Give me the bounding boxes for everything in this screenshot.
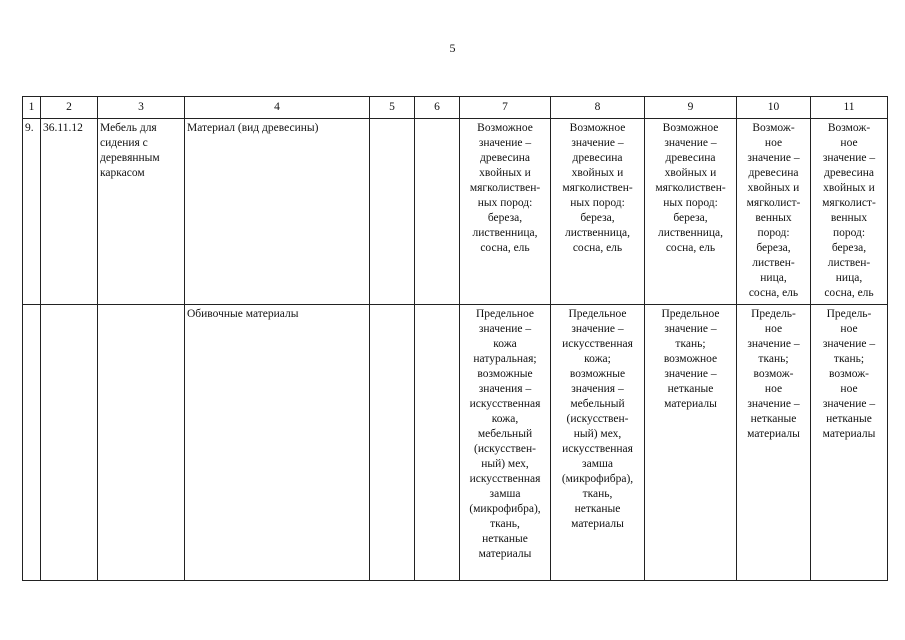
cell-text-line: береза, bbox=[580, 212, 615, 224]
cell-text-line: ткань; bbox=[833, 353, 865, 365]
cell-text-line: береза, bbox=[673, 212, 708, 224]
value-cell-7 bbox=[460, 119, 551, 305]
table-row bbox=[23, 305, 888, 581]
cell-text-line: хвойных и bbox=[479, 167, 531, 179]
cell-text-line: кожа; bbox=[584, 353, 611, 365]
value-cell-9 bbox=[645, 305, 737, 581]
value-cell-8 bbox=[551, 305, 645, 581]
cell-text-line: венных bbox=[830, 212, 868, 224]
cell-text-line: значение – bbox=[747, 338, 800, 350]
cell-text-line: ный) мех, bbox=[573, 428, 622, 440]
cell-text-line: материалы bbox=[747, 428, 800, 440]
value-cell-9 bbox=[645, 119, 737, 305]
header-cell: 7 bbox=[460, 97, 551, 119]
cell-text-line: значения – bbox=[571, 383, 624, 395]
cell-text-line: мебельный bbox=[570, 398, 625, 410]
cell-text-line: кожа bbox=[493, 338, 517, 350]
cell-text-line: древесина bbox=[748, 167, 799, 179]
cell-text-line: мягколист- bbox=[746, 197, 801, 209]
characteristic-cell: Материал (вид древесины) bbox=[185, 119, 370, 305]
header-cell: 6 bbox=[415, 97, 460, 119]
cell-text-line: Предельное bbox=[475, 308, 535, 320]
cell-text-line: береза, bbox=[831, 242, 867, 254]
value-cell-11 bbox=[811, 305, 888, 581]
table-cell bbox=[415, 305, 460, 581]
cell-text-line: Предель- bbox=[751, 308, 796, 320]
table-header-row bbox=[23, 97, 888, 119]
cell-text-line: ное bbox=[840, 137, 858, 149]
cell-text-line: ный) мех, bbox=[481, 458, 529, 470]
cell-text-line: деревянным bbox=[100, 152, 160, 164]
table-row bbox=[23, 119, 888, 305]
cell-text-line: значение – bbox=[571, 323, 624, 335]
cell-text-line: мягколиствен- bbox=[562, 182, 633, 194]
header-cell: 8 bbox=[551, 97, 645, 119]
cell-text-line: нетканые bbox=[750, 413, 797, 425]
header-cell: 10 bbox=[737, 97, 811, 119]
header-cell: 2 bbox=[41, 97, 98, 119]
cell-text-line: значение – bbox=[747, 398, 800, 410]
cell-text-line: нетканые bbox=[574, 503, 621, 515]
cell-text-line: материалы bbox=[822, 428, 876, 440]
cell-text-line: возможные bbox=[477, 368, 533, 380]
cell-text-line: значение – bbox=[664, 137, 717, 149]
cell-text-line: лиственница, bbox=[564, 227, 631, 239]
cell-text-line: Возмож- bbox=[752, 122, 795, 134]
header-cell: 4 bbox=[185, 97, 370, 119]
cell-text-line: искусственная bbox=[469, 398, 541, 410]
cell-text-line: возможные bbox=[569, 368, 626, 380]
cell-text-line: ное bbox=[764, 137, 783, 149]
cell-text-line: замша bbox=[489, 488, 521, 500]
header-cell: 11 bbox=[811, 97, 888, 119]
cell-text-line: материалы bbox=[571, 518, 624, 530]
cell-text-line: значения – bbox=[478, 383, 532, 395]
cell-text-line: значение – bbox=[822, 152, 876, 164]
cell-text-line: ткань, bbox=[582, 488, 613, 500]
cell-text-line: хвойных и bbox=[823, 182, 875, 194]
cell-text-line: ное bbox=[840, 383, 858, 395]
cell-text-line: ное bbox=[764, 323, 783, 335]
cell-text-line: древесина bbox=[665, 152, 716, 164]
cell-text-line: Предель- bbox=[826, 308, 872, 320]
cell-text-line: древесина bbox=[480, 152, 530, 164]
table-cell bbox=[415, 119, 460, 305]
product-name-cell bbox=[98, 305, 185, 581]
row-number-cell bbox=[23, 305, 41, 581]
value-cell-8 bbox=[551, 119, 645, 305]
cell-text-line: значение – bbox=[478, 323, 532, 335]
cell-text-line: мягколист- bbox=[822, 197, 876, 209]
cell-text-line: Возмож- bbox=[827, 122, 871, 134]
cell-text-line: материалы bbox=[664, 398, 717, 410]
cell-text-line: ное bbox=[840, 323, 858, 335]
cell-text-line: искусственная bbox=[562, 443, 633, 455]
cell-text-line: нетканые bbox=[667, 383, 714, 395]
cell-text-line: древесина bbox=[824, 167, 874, 179]
header-cell: 1 bbox=[23, 97, 41, 119]
cell-text-line: значение – bbox=[664, 368, 717, 380]
cell-text-line: нетканые bbox=[482, 533, 528, 545]
cell-text-line: Возможное bbox=[477, 122, 533, 134]
cell-text-line: Предельное bbox=[568, 308, 627, 320]
cell-text-line: сосна, ель bbox=[480, 242, 530, 254]
header-cell: 3 bbox=[98, 97, 185, 119]
cell-text-line: значение – bbox=[822, 338, 876, 350]
cell-text-line: (искусствен- bbox=[566, 413, 629, 425]
cell-text-line: сосна, ель bbox=[665, 242, 716, 254]
cell-text-line: искусственная bbox=[469, 473, 541, 485]
cell-text-line: мягколиствен- bbox=[469, 182, 541, 194]
cell-text-line: нетканые bbox=[826, 413, 872, 425]
cell-text-line: значение – bbox=[747, 152, 800, 164]
cell-text-line: ница, bbox=[760, 272, 787, 284]
cell-text-line: сосна, ель bbox=[824, 287, 874, 299]
value-cell-10 bbox=[737, 119, 811, 305]
cell-text-line: материалы bbox=[478, 548, 532, 560]
cell-text-line: ткань; bbox=[675, 338, 706, 350]
cell-text-line: значение – bbox=[571, 137, 624, 149]
cell-text-line: возмож- bbox=[753, 368, 794, 380]
cell-text-line: возмож- bbox=[829, 368, 869, 380]
cell-text-line: значение – bbox=[822, 398, 876, 410]
cell-text-line: Возможное bbox=[569, 122, 626, 134]
cell-text-line: листвен- bbox=[752, 257, 795, 269]
cell-text-line: ное bbox=[764, 383, 783, 395]
cell-text-line: лиственница, bbox=[657, 227, 724, 239]
cell-text-line: (искусствен- bbox=[474, 443, 536, 455]
code-cell: 36.11.12 bbox=[41, 119, 98, 305]
cell-text-line: ных пород: bbox=[477, 197, 533, 209]
row-number-cell: 9. bbox=[23, 119, 41, 305]
cell-text-line: кожа, bbox=[491, 413, 519, 425]
cell-text-line: Возможное bbox=[662, 122, 719, 134]
cell-text-line: береза, bbox=[756, 242, 791, 254]
table-cell bbox=[370, 305, 415, 581]
cell-text-line: сидения с bbox=[100, 137, 148, 149]
characteristic-cell: Обивочные материалы bbox=[185, 305, 370, 581]
page-number: 5 bbox=[449, 41, 456, 55]
cell-text-line: каркасом bbox=[100, 167, 145, 179]
cell-text-line: (микрофибра), bbox=[469, 503, 541, 515]
cell-text-line: ткань; bbox=[758, 353, 789, 365]
header-cell: 9 bbox=[645, 97, 737, 119]
cell-text-line: значение – bbox=[664, 323, 717, 335]
cell-text-line: искусственная bbox=[562, 338, 633, 350]
cell-text-line: ных пород: bbox=[663, 197, 718, 209]
cell-text-line: хвойных и bbox=[747, 182, 800, 194]
table-cell bbox=[370, 119, 415, 305]
product-name-cell bbox=[98, 119, 185, 305]
code-cell bbox=[41, 305, 98, 581]
cell-text-line: пород: bbox=[832, 227, 866, 239]
cell-text-line: лиственница, bbox=[472, 227, 538, 239]
cell-text-line: листвен- bbox=[827, 257, 871, 269]
cell-text-line: возможное bbox=[663, 353, 718, 365]
cell-text-line: береза, bbox=[487, 212, 523, 224]
cell-text-line: замша bbox=[582, 458, 613, 470]
cell-text-line: древесина bbox=[572, 152, 623, 164]
cell-text-line: хвойных и bbox=[664, 167, 717, 179]
cell-text-line: значение – bbox=[478, 137, 532, 149]
cell-text-line: ткань, bbox=[490, 518, 520, 530]
cell-text-line: венных bbox=[755, 212, 792, 224]
specification-table bbox=[22, 96, 888, 581]
value-cell-10 bbox=[737, 305, 811, 581]
cell-text-line: ных пород: bbox=[570, 197, 625, 209]
cell-text-line: ница, bbox=[835, 272, 863, 284]
cell-text-line: Мебель для bbox=[100, 122, 157, 134]
cell-text-line: хвойных и bbox=[571, 167, 624, 179]
cell-text-line: пород: bbox=[757, 227, 790, 239]
header-cell: 5 bbox=[370, 97, 415, 119]
value-cell-7 bbox=[460, 305, 551, 581]
cell-text-line: мягколиствен- bbox=[655, 182, 726, 194]
cell-text-line: (микрофибра), bbox=[561, 473, 634, 485]
cell-text-line: натуральная; bbox=[473, 353, 537, 365]
cell-text-line: сосна, ель bbox=[572, 242, 623, 254]
cell-text-line: Предельное bbox=[661, 308, 720, 320]
cell-text-line: сосна, ель bbox=[748, 287, 799, 299]
value-cell-11 bbox=[811, 119, 888, 305]
cell-text-line: мебельный bbox=[477, 428, 533, 440]
